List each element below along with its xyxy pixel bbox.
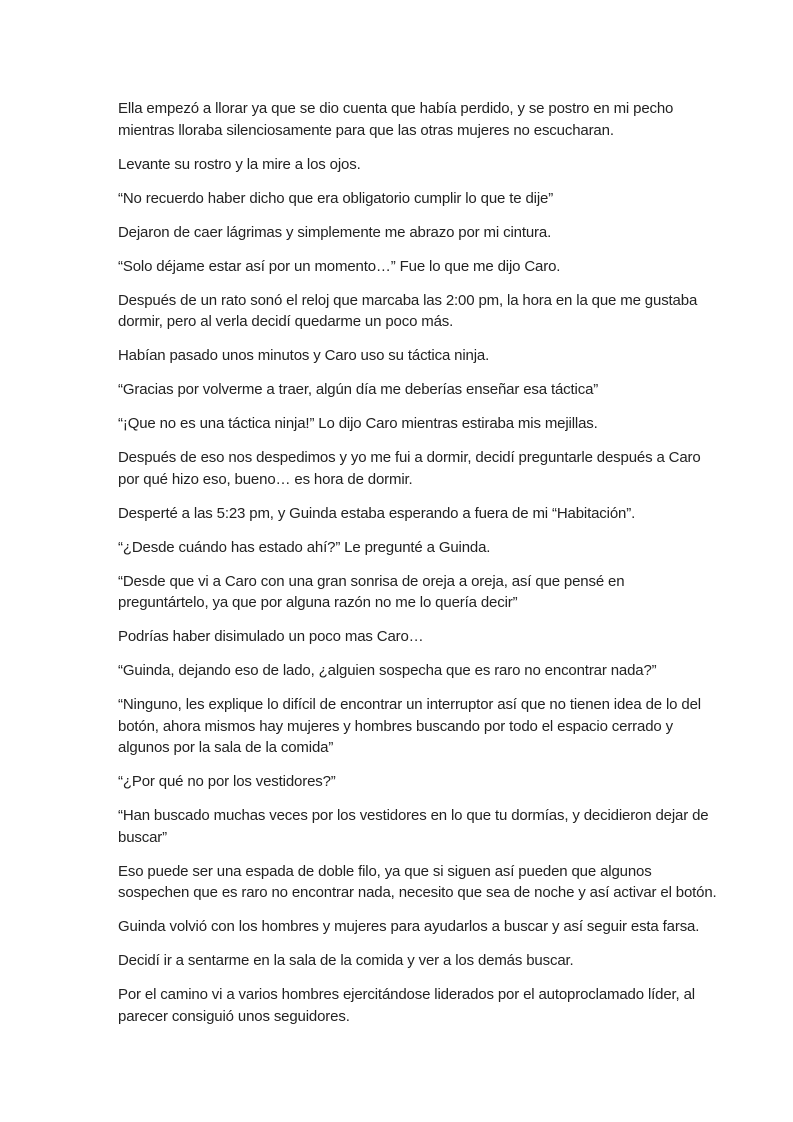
paragraph: Después de un rato sonó el reloj que marcaba las 2:00 pm, la hora en la que me gustaba dormir, pero al verla decidí quedarme un poco más. bbox=[118, 291, 698, 330]
paragraph: Habían pasado unos minutos y Caro uso su táctica ninja. bbox=[118, 347, 490, 364]
paragraph: “Han buscado muchas veces por los vestidores en lo que tu dormías, y decidieron dejar de buscar” bbox=[118, 807, 709, 846]
paragraph: “Gracias por volverme a traer, algún día me deberías enseñar esa táctica” bbox=[118, 381, 599, 398]
paragraph: “Desde que vi a Caro con una gran sonrisa de oreja a oreja, así que pensé en preguntártelo, ya que por alguna razón no me lo quería decir” bbox=[118, 572, 625, 611]
paragraph: “¿Desde cuándo has estado ahí?” Le pregunté a Guinda. bbox=[118, 538, 491, 556]
paragraph: Podrías haber disimulado un poco mas Caro… bbox=[118, 628, 424, 645]
paragraph: “Solo déjame estar así por un momento…” Fue lo que me dijo Caro. bbox=[118, 257, 561, 275]
paragraph: Guinda volvió con los hombres y mujeres para ayudarlos a buscar y así seguir esta farsa. bbox=[118, 918, 700, 935]
paragraph: Dejaron de caer lágrimas y simplemente me abrazo por mi cintura. bbox=[118, 223, 552, 241]
paragraph: Levante su rostro y la mire a los ojos. bbox=[118, 155, 361, 173]
paragraph: “¿Por qué no por los vestidores?” bbox=[118, 773, 336, 790]
paragraph: Ella empezó a llorar ya que se dio cuenta que había perdido, y se postro en mi pecho mientras lloraba silenciosamente para que las otras mujeres no escucharan. bbox=[118, 100, 674, 139]
paragraph: “Guinda, dejando eso de lado, ¿alguien sospecha que es raro no encontrar nada?” bbox=[118, 662, 657, 679]
paragraph: Por el camino vi a varios hombres ejercitándose liderados por el autoproclamado líder, al parecer consiguió unos seguidores. bbox=[118, 986, 695, 1025]
paragraph: “Ninguno, les explique lo difícil de encontrar un interruptor así que no tienen idea de lo del botón, ahora mismos hay mujeres y hombres buscando por todo el espacio cerrado y algunos por la sala de la comida” bbox=[118, 696, 701, 756]
paragraph: Después de eso nos despedimos y yo me fui a dormir, decidí preguntarle después a Caro por qué hizo eso, bueno… es hora de dormir. bbox=[118, 449, 701, 488]
paragraph: “¡Que no es una táctica ninja!” Lo dijo Caro mientras estiraba mis mejillas. bbox=[118, 415, 598, 432]
paragraph: Desperté a las 5:23 pm, y Guinda estaba esperando a fuera de mi “Habitación”. bbox=[118, 504, 636, 522]
document-page bbox=[118, 98, 718, 1040]
paragraph: Decidí ir a sentarme en la sala de la comida y ver a los demás buscar. bbox=[118, 952, 574, 969]
paragraph: “No recuerdo haber dicho que era obligatorio cumplir lo que te dije” bbox=[118, 189, 554, 207]
paragraph: Eso puede ser una espada de doble filo, ya que si siguen así pueden que algunos sospechen que es raro no encontrar nada, necesito que sea de noche y así activar el botón. bbox=[118, 862, 717, 901]
